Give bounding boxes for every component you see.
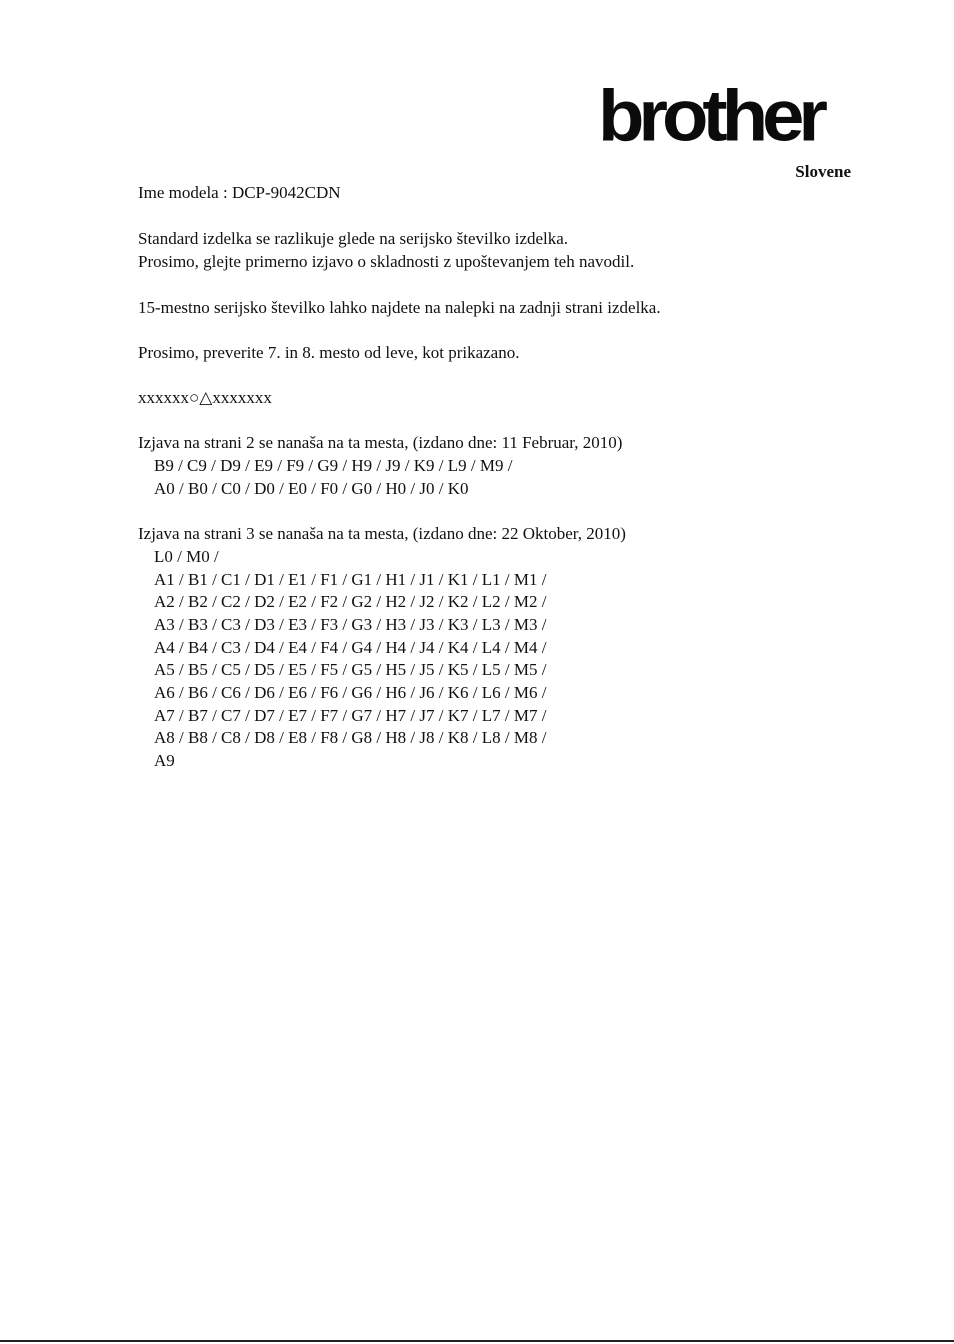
language-label: Slovene bbox=[795, 162, 851, 181]
serial-pattern: xxxxxx○△xxxxxxx bbox=[138, 388, 272, 407]
declaration-2-codes: A3 / B3 / C3 / D3 / E3 / F3 / G3 / H3 / J3 / K3 / L3 / M3 / bbox=[154, 615, 547, 634]
declaration-1-heading: Izjava na strani 2 se nanaša na ta mesta, (izdano dne: 11 Februar, 2010) bbox=[138, 433, 623, 452]
declaration-2-codes: A5 / B5 / C5 / D5 / E5 / F5 / G5 / H5 / J5 / K5 / L5 / M5 / bbox=[154, 660, 547, 679]
intro-line-1: Standard izdelka se razlikuje glede na serijsko številko izdelka. bbox=[138, 229, 569, 248]
declaration-2-codes: A7 / B7 / C7 / D7 / E7 / F7 / G7 / H7 / J7 / K7 / L7 / M7 / bbox=[154, 706, 547, 725]
bottom-border bbox=[0, 1340, 954, 1342]
declaration-2-codes: A1 / B1 / C1 / D1 / E1 / F1 / G1 / H1 / J1 / K1 / L1 / M1 / bbox=[154, 570, 547, 589]
declaration-2-codes: L0 / M0 / bbox=[154, 547, 219, 566]
declaration-2-codes: A4 / B4 / C3 / D4 / E4 / F4 / G4 / H4 / J4 / K4 / L4 / M4 / bbox=[154, 638, 547, 657]
declaration-2-heading: Izjava na strani 3 se nanaša na ta mesta, (izdano dne: 22 Oktober, 2010) bbox=[138, 524, 626, 543]
declaration-2-codes: A2 / B2 / C2 / D2 / E2 / F2 / G2 / H2 / J2 / K2 / L2 / M2 / bbox=[154, 592, 547, 611]
declaration-2-codes: A8 / B8 / C8 / D8 / E8 / F8 / G8 / H8 / J8 / K8 / L8 / M8 / bbox=[154, 728, 547, 747]
brother-logo bbox=[598, 78, 854, 160]
model-name: Ime modela : DCP-9042CDN bbox=[138, 183, 341, 202]
declaration-1-codes: A0 / B0 / C0 / D0 / E0 / F0 / G0 / H0 / J0 / K0 bbox=[154, 479, 469, 498]
declaration-1-codes: B9 / C9 / D9 / E9 / F9 / G9 / H9 / J9 / K9 / L9 / M9 / bbox=[154, 456, 513, 475]
intro-line-4: Prosimo, preverite 7. in 8. mesto od leve, kot prikazano. bbox=[138, 343, 520, 362]
intro-line-3: 15-mestno serijsko številko lahko najdete na nalepki na zadnji strani izdelka. bbox=[138, 298, 661, 317]
brand-name: brother bbox=[598, 76, 822, 157]
declaration-2-codes: A6 / B6 / C6 / D6 / E6 / F6 / G6 / H6 / J6 / K6 / L6 / M6 / bbox=[154, 683, 547, 702]
declaration-2-codes: A9 bbox=[154, 751, 175, 770]
intro-line-2: Prosimo, glejte primerno izjavo o skladnosti z upoštevanjem teh navodil. bbox=[138, 252, 635, 271]
